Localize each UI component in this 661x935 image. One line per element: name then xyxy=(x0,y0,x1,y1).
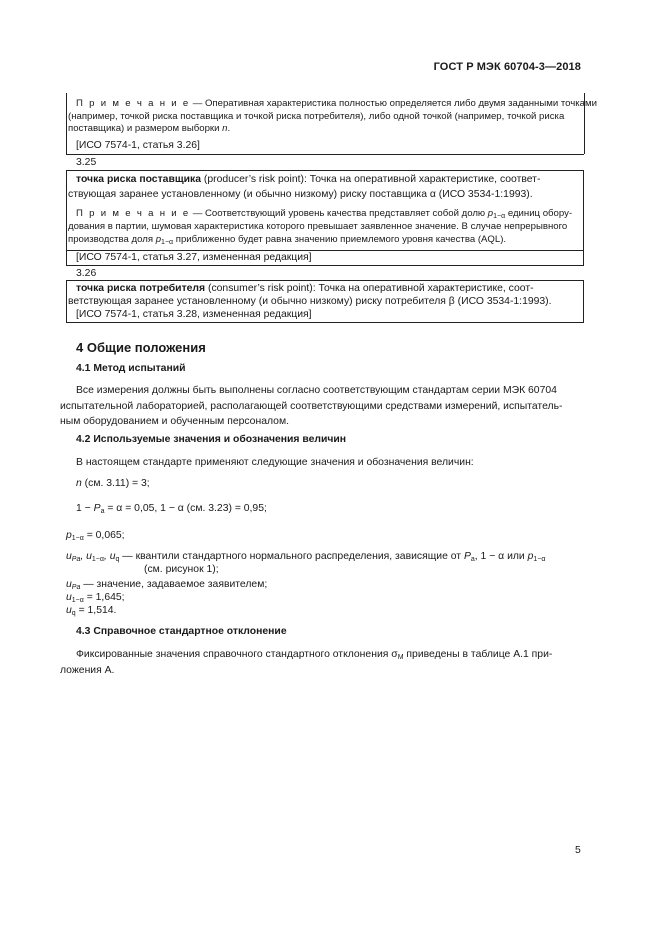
subscript: 1−α xyxy=(533,556,546,563)
var-u: u xyxy=(66,551,72,562)
var-n: n xyxy=(76,478,82,489)
var-P: P xyxy=(463,551,471,562)
subscript: M xyxy=(397,654,404,661)
equation-text: (см. 3.11) = 3; xyxy=(81,478,150,489)
equation-text: 1 − xyxy=(76,503,94,514)
divider xyxy=(66,154,584,155)
equation-text: = α = 0,05, 1 − α (см. 3.23) = 0,95; xyxy=(104,503,267,514)
reference: [ИСО 7574-1, статья 3.28, измененная редакция] xyxy=(76,309,312,320)
paragraph-line: ложения А. xyxy=(60,665,115,676)
note-label: П р и м е ч а н и е xyxy=(76,98,191,109)
note-line-2: дования в партии, шумовая характеристика которого превышает заявленное значение. В случае непрерывного xyxy=(68,221,568,232)
section-title: 4 Общие положения xyxy=(76,340,206,355)
reference: [ИСО 7574-1, статья 3.27, измененная редакция] xyxy=(76,252,312,263)
var-p: p xyxy=(155,234,162,245)
note-line-2: (например, точкой риска поставщика и точкой риска потребителя), либо одной точкой (например, точкой риска xyxy=(68,111,565,122)
punct: . xyxy=(227,123,231,134)
definition-line-2: ветствующая заранее установленному (и обычно низкому) риску потребителя β (ИСО 3534-1:1993). xyxy=(68,296,552,307)
equation-text: = 1,645; xyxy=(83,592,125,603)
note-text: поставщика) и размером выборки xyxy=(68,123,223,134)
equation-n xyxy=(76,476,150,492)
note-text: — Оперативная характеристика полностью определяется либо двумя заданными точками xyxy=(190,98,597,109)
equation-text: = 0,065; xyxy=(83,530,125,541)
equation-text: — значение, задаваемое заявителем; xyxy=(80,579,268,590)
subscript: 1−α xyxy=(71,535,84,542)
subsection-title: 4.1 Метод испытаний xyxy=(76,363,186,374)
definition-line-1 xyxy=(76,172,540,188)
definition-text: (producer’s risk point): Точка на оперативной характеристике, соответ- xyxy=(200,174,541,185)
var-u: u xyxy=(66,605,72,616)
standard-header: ГОСТ Р МЭК 60704-3—2018 xyxy=(433,61,581,73)
var-u: u xyxy=(66,592,72,603)
note-text: производства доля xyxy=(68,234,156,245)
var-p: p xyxy=(527,551,534,562)
term-number: 3.26 xyxy=(76,268,97,279)
var-u: u xyxy=(66,579,72,590)
paragraph-text: приведены в таблице А.1 при- xyxy=(403,649,553,660)
equation-text: , 1 − α или xyxy=(474,551,528,562)
term-name: точка риска потребителя xyxy=(76,283,206,294)
paragraph-line xyxy=(76,647,552,666)
paragraph-line: Все измерения должны быть выполнены согласно соответствующим стандартам серии МЭК 60704 xyxy=(76,385,557,396)
var-n: n xyxy=(222,123,228,134)
subsection-title: 4.3 Справочное стандартное отклонение xyxy=(76,626,287,637)
subscript: q xyxy=(71,610,76,617)
equation-p xyxy=(66,528,125,547)
term-name: точка риска поставщика xyxy=(76,174,201,185)
subscript: Pa xyxy=(71,584,81,591)
quantiles-line-2: (см. рисунок 1); xyxy=(144,564,219,575)
quantiles-line-1 xyxy=(66,549,545,568)
note-text: приближенно будет равна значению приемлемого уровня качества (AQL). xyxy=(173,234,507,245)
paragraph-line: В настоящем стандарте применяют следующие значения и обозначения величин: xyxy=(76,457,474,468)
var-u: , u xyxy=(80,551,92,562)
paragraph-line: испытательной лабораторией, располагающей соответствующими средствами измерений, испытатель- xyxy=(60,401,563,412)
subscript: q xyxy=(115,556,120,563)
subscript: 1−α xyxy=(91,556,104,563)
var-p: p xyxy=(487,208,494,219)
subscript: Pa xyxy=(71,556,81,563)
note-line-3 xyxy=(68,122,230,135)
equation-text: = 1,514. xyxy=(75,605,117,616)
note-line-1 xyxy=(76,97,597,110)
var-p: p xyxy=(66,530,72,541)
equation-text: — квантили стандартного нормального распределения, зависящие от xyxy=(119,551,464,562)
reference: [ИСО 7574-1, статья 3.26] xyxy=(76,140,200,151)
definition-line-2: ствующая заранее установленному (и обычно низкому) риску поставщика α (ИСО 3534-1:1993). xyxy=(68,189,533,200)
paragraph-text: Фиксированные значения справочного стандартного отклонения σ xyxy=(76,649,398,660)
note-label: П р и м е ч а н и е xyxy=(76,208,191,219)
subsection-title: 4.2 Используемые значения и обозначения величин xyxy=(76,434,347,445)
subscript: 1−α xyxy=(71,597,84,604)
equation-alpha xyxy=(76,501,267,520)
subscript: 1−α xyxy=(161,239,174,246)
term-number: 3.25 xyxy=(76,157,97,168)
note-text: — Соответствующий уровень качества представляет собой долю xyxy=(190,208,488,219)
paragraph-line: ным оборудованием и обученным персоналом. xyxy=(60,416,289,427)
var-P: P xyxy=(93,503,101,514)
definition-text: (consumer’s risk point): Точка на оперативной характеристике, соот- xyxy=(205,283,534,294)
var-u: , u xyxy=(103,551,116,562)
note-text: единиц обору- xyxy=(505,208,573,219)
subscript: a xyxy=(470,556,475,563)
note-line-3 xyxy=(68,233,506,249)
u-q-line xyxy=(66,603,116,622)
page-number: 5 xyxy=(575,845,581,856)
subscript: a xyxy=(100,508,105,515)
subscript: 1−α xyxy=(493,213,506,220)
